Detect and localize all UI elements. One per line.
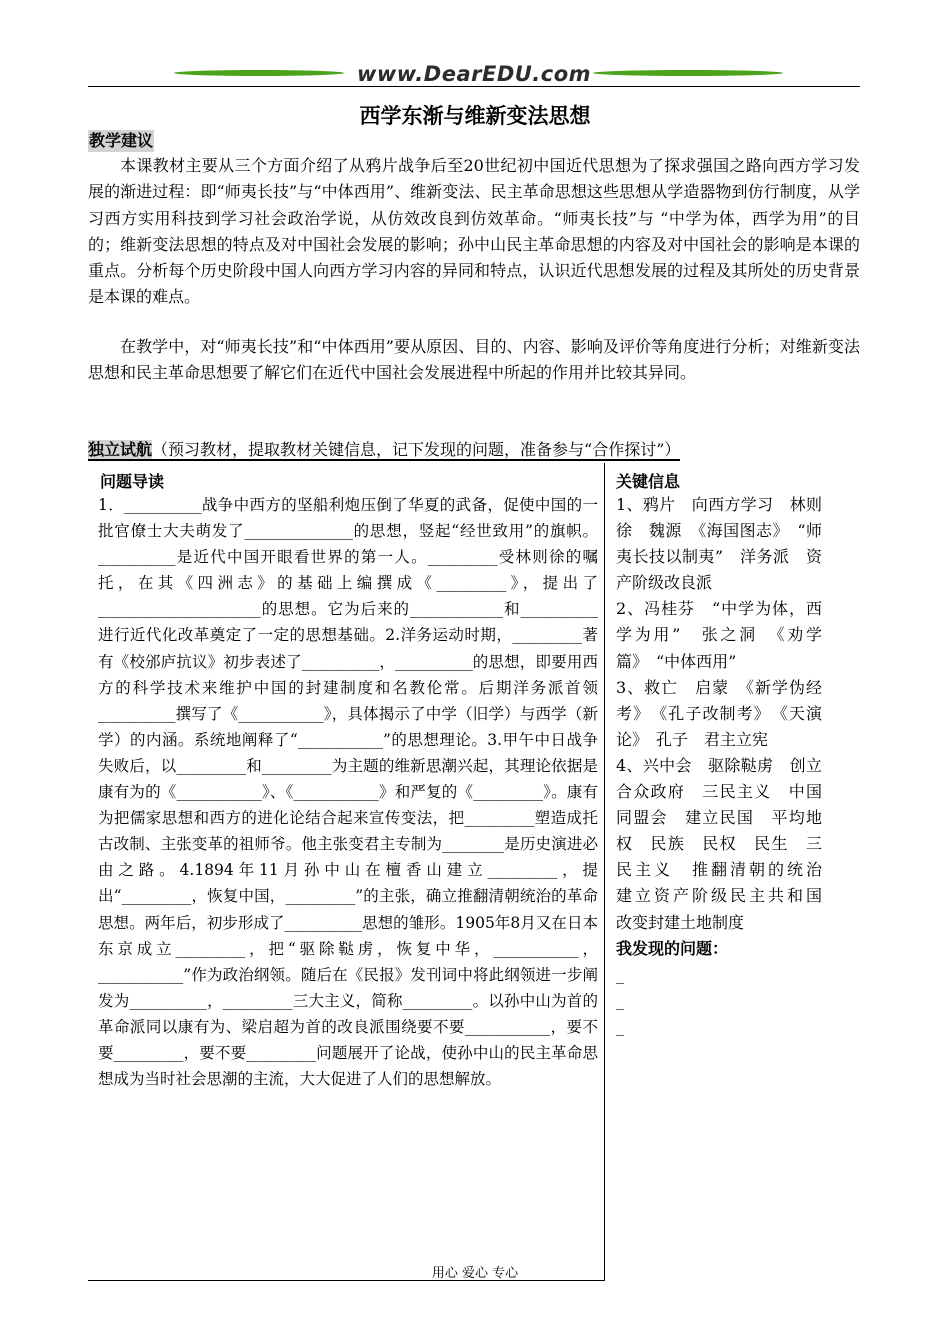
page-header [88, 60, 860, 90]
my-questions-heading: 我发现的问题： [616, 938, 729, 958]
study-table [88, 463, 860, 1280]
independent-note: （预习教材，提取教材关键信息，记下发现的问题，准备参与“合作探讨”） [152, 440, 681, 459]
right-column-heading: 关键信息 [616, 472, 681, 491]
teaching-paragraph-1: 本课教材主要从三个方面介绍了从鸦片战争后至20世纪初中国近代思想为了探求强国之路向西方学习发展的渐进过程：即“师夷长技”与“中体西用”、维新变法、民主革命思想这些思想从学造器物到仿行制度，从学习西方实用科技到学习社会政治学说，从仿效改良到仿效革命。“师夷长技”与 “中学为体，西学为用”的目的；维新变法思想的特点及对中国社会发展的影响；孙中山民主革命思想的内容及对中国社会的影响是本课的重点。分析每个历史阶段中国人向西方学习内容的异同和特点，认识近代思想发展的过程及其所处的历史背景是本课的难点。 [88, 156, 860, 307]
key-info-item: 2、冯桂芬 “中学为体，西学为用” 张之洞 《劝学篇》 “中体西用” [616, 599, 822, 671]
key-info-item: 1、鸦片 向西方学习 林则徐 魏源 《海国图志》 “师夷长技以制夷” 洋务派 资产阶级改良派 [616, 495, 822, 593]
section-heading-teaching: 教学建议 [89, 131, 154, 150]
key-info-item: 4、兴中会 驱除鞑虏 创立合众政府 三民主义 中国同盟会 建立民国 平均地权 民族 民权 民生 三民主义 推翻清朝的统治 建立资产阶级民主共和国 改变封建土地制度 [616, 755, 839, 932]
question-blank[interactable]: _ [616, 990, 624, 1010]
page-footer: 用心 爱心 专心 [431, 1266, 519, 1281]
section-heading-independent [88, 439, 680, 461]
header-rule [88, 86, 860, 87]
column-divider [604, 463, 605, 1280]
site-logo[interactable]: www.DearEDU.com [356, 62, 592, 86]
teaching-paragraph-2: 在教学中，对“师夷长技”和“中体西用”要从原因、目的、内容、影响及评价等角度进行分析；对维新变法思想和民主革命思想要了解它们在近代中国社会发展进程中所起的作用并比较其异同。 [88, 337, 860, 383]
key-info-list [616, 492, 839, 1040]
left-column-heading: 问题导读 [100, 472, 165, 491]
question-guide-text: 1．__________战争中西方的坚船利炮压倒了华夏的武备，促使中国的一批官僚士大夫萌发了______________的思想，竖起“经世致用”的旗帜。__________是近代中国开眼看世界的第一人。_________受林则徐的嘱托，在其《四洲志》的基础上编撰成《_________》，提出了_____________________的思想。它为后来的____________和__________进行近代化改革奠定了一定的思想基础。2.洋务运动时期，_________著有《校邠庐抗议》初步表述了__________，__________的思想，即要用西方的科学技术来维护中国的封建制度和名教伦常。后期洋务派首领__________撰写了《___________》，具体揭示了中学（旧学）与西学（新学）的内涵。系统地阐释了“___________”的思想理论。3.甲午中日战争失败后，以_________和_________为主题的维新思潮兴起，其理论依据是康有为的《___________》、《___________》和严复的《_________》。康有为把儒家思想和西方的进化论结合起来宣传变法，把_________塑造成托古改制、主张变革的祖师爷。他主张变君主专制为________是历史演进必由之路。4.1894年11月孙中山在檀香山建立_________，提出“_________，恢复中国，_________”的主张，确立推翻清朝统治的革命思想。两年后，初步形成了__________思想的雏形。1905年8月又在日本东京成立_________，把“驱除鞑虏，恢复中华，___________，___________”作为政治纲领。随后在《民报》发刊词中将此纲领进一步阐发为__________，_________三大主义，简称_________。以孙中山为首的革命派同以康有为、梁启超为首的改良派围绕要不要___________，要不要_________，要不要_________问题展开了论战，使孙中山的民主革命思想成为当时社会思潮的主流，大大促进了人们的思想解放。 [98, 496, 598, 1089]
question-blank[interactable]: _ [616, 1016, 624, 1036]
question-blank[interactable]: _ [616, 964, 624, 984]
page-title: 西学东渐与维新变法思想 [359, 103, 591, 128]
key-info-item: 3、救亡 启蒙 《新学伪经考》 《孔子改制考》 《天演论》 孔子 君主立宪 [616, 677, 822, 749]
independent-label: 独立试航 [88, 440, 153, 459]
